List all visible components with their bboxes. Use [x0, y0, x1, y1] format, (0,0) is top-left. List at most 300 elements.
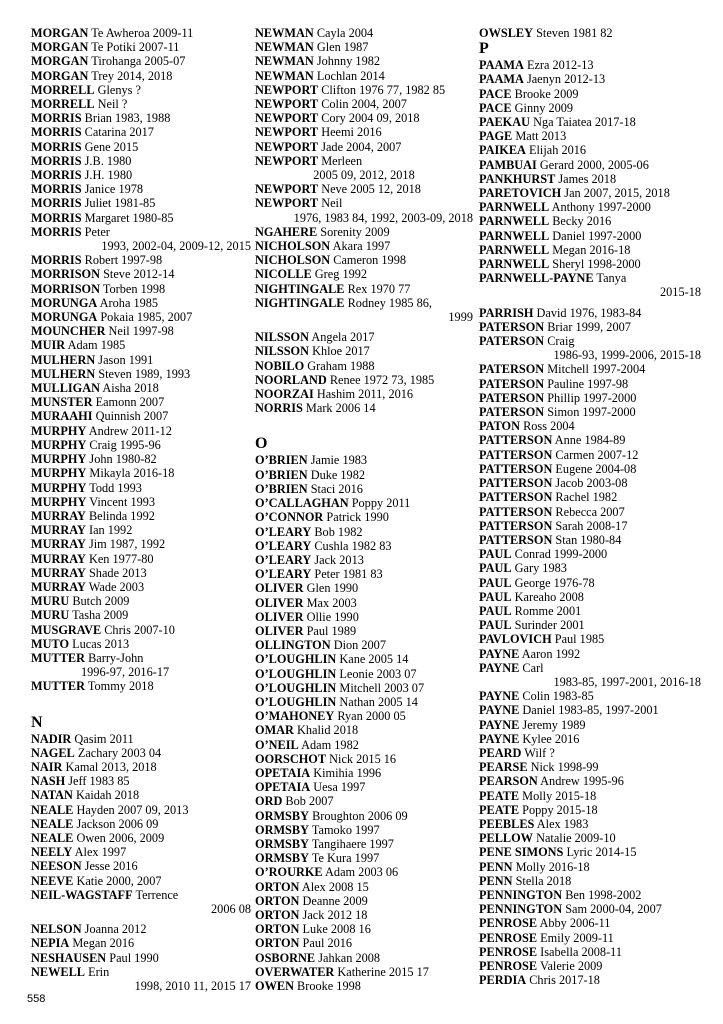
- entry-given-name-years: Katherine 2015 17: [337, 964, 429, 979]
- entry-surname: PANKHURST: [479, 171, 556, 186]
- entry-surname: PATERSON: [479, 319, 545, 334]
- entry-surname: PEARSON: [479, 774, 538, 789]
- entry-years-continuation: 2015-18: [660, 285, 701, 300]
- entry-given-name-years: J.B. 1980: [84, 153, 132, 168]
- entry-surname: PATTERSON: [479, 518, 553, 533]
- entry-given-name-years: Butch 2009: [72, 594, 130, 609]
- entry-given-name-years: Bob 2007: [285, 794, 334, 809]
- index-entry: [479, 229, 701, 243]
- entry-given-name-years: Simon 1997-2000: [547, 405, 636, 420]
- spacer: [255, 415, 473, 435]
- entry-surname: PAEKAU: [479, 115, 531, 130]
- index-entry: [479, 58, 701, 72]
- entry-surname: NEWPORT: [255, 111, 319, 126]
- index-entry: [31, 537, 251, 551]
- index-entry: [255, 723, 473, 737]
- entry-surname: MURPHY: [31, 437, 87, 452]
- entry-given-name-years: Uesa 1997: [313, 780, 366, 795]
- entry-given-name-years: Colin 2004, 2007: [321, 97, 407, 112]
- entry-given-name-years: Neil: [321, 196, 343, 211]
- entry-surname: PEARD: [479, 745, 522, 760]
- entry-given-name-years: Kaidah 2018: [75, 788, 140, 803]
- entry-surname: PAVLOVICH: [479, 632, 552, 647]
- index-entry: [479, 129, 701, 143]
- index-entry: [31, 154, 251, 168]
- entry-surname: MORGAN: [31, 26, 89, 40]
- entry-given-name-years: Glen 1987: [316, 40, 369, 55]
- entry-surname: PARNWELL: [479, 228, 550, 243]
- entry-given-name-years: Adam 2003 06: [325, 865, 399, 880]
- entry-surname: PAUL: [479, 589, 512, 604]
- entry-surname: NGAHERE: [255, 224, 318, 239]
- entry-surname: PAUL: [479, 603, 512, 618]
- entry-given-name-years: Greg 1992: [314, 267, 368, 282]
- entry-given-name-years: Craig 1995-96: [89, 437, 161, 452]
- index-entry: [31, 732, 251, 746]
- entry-surname: MORGAN: [31, 68, 89, 83]
- entry-surname: O’LOUGHLIN: [255, 680, 337, 695]
- entry-years-continuation: 2006 08: [211, 901, 251, 916]
- index-entry: [255, 922, 473, 936]
- index-entry: [479, 874, 701, 888]
- entry-given-name-years: Cayla 2004: [316, 26, 374, 40]
- index-entry: [31, 495, 251, 509]
- index-entry: [31, 803, 251, 817]
- entry-surname: ORMSBY: [255, 851, 309, 866]
- entry-surname: PENN: [479, 859, 513, 874]
- entry-given-name-years: George 1976-78: [514, 575, 595, 590]
- index-entry: [255, 553, 473, 567]
- entry-surname: NEWPORT: [255, 82, 319, 97]
- entry-given-name-years: Kimihia 1996: [313, 765, 382, 780]
- entry-given-name-years: Renee 1972 73, 1985: [329, 372, 435, 387]
- entry-surname: PENROSE: [479, 916, 538, 931]
- entry-given-name-years: Brian 1983, 1988: [84, 111, 171, 126]
- entry-surname: MORRIS: [31, 224, 82, 239]
- index-entry: [255, 26, 473, 40]
- entry-given-name-years: Juliet 1981-85: [84, 196, 156, 211]
- entry-surname: MORUNGA: [31, 310, 98, 325]
- entry-surname: PAYNE: [479, 646, 520, 661]
- index-entry: [31, 296, 251, 310]
- index-entry: [479, 101, 701, 115]
- entry-given-name-years: Jaenyn 2012-13: [526, 72, 606, 87]
- entry-surname: MULHERN: [31, 366, 96, 381]
- entry-surname: O’LEARY: [255, 552, 312, 567]
- entry-surname: PAUL: [479, 575, 512, 590]
- entry-surname: NILSSON: [255, 344, 309, 359]
- entry-given-name-years: Briar 1999, 2007: [547, 319, 631, 334]
- index-entry: [255, 979, 473, 993]
- entry-given-name-years: Brooke 1998: [297, 979, 361, 993]
- index-entry: [479, 916, 701, 930]
- index-entry: [255, 387, 473, 401]
- entry-given-name-years: Brooke 2009: [514, 86, 579, 101]
- entry-given-name-years: Tasha 2009: [72, 608, 129, 623]
- index-entry: [255, 809, 473, 823]
- index-entry: [255, 752, 473, 766]
- index-entry: [31, 395, 251, 409]
- entry-surname: O’BRIEN: [255, 453, 308, 468]
- entry-given-name-years: Kamal 2013, 2018: [65, 759, 157, 774]
- entry-given-name-years: Glenys ?: [97, 82, 141, 97]
- entry-surname: NEIL-WAGSTAFF: [31, 887, 133, 902]
- index-entry: [255, 453, 473, 467]
- entry-given-name-years: Jack 2013: [314, 552, 364, 567]
- index-entry: [31, 438, 251, 452]
- entry-surname: PENNINGTON: [479, 902, 563, 917]
- entry-surname: NEWPORT: [255, 139, 319, 154]
- entry-given-name-years: Khloe 2017: [312, 344, 370, 359]
- entry-given-name-years: Pauline 1997-98: [547, 376, 629, 391]
- index-entry: [255, 865, 473, 879]
- entry-given-name-years: Abby 2006-11: [539, 916, 611, 931]
- entry-surname: MUIR: [31, 338, 66, 353]
- entry-given-name-years: Neil ?: [97, 97, 128, 112]
- entry-given-name-years: Andrew 2011-12: [88, 423, 172, 438]
- entry-given-name-years: Poppy 2015-18: [522, 802, 598, 817]
- index-entry: [31, 111, 251, 125]
- entry-surname: MUSGRAVE: [31, 622, 102, 637]
- entry-years-continuation: 2005 09, 2012, 2018: [313, 168, 415, 183]
- entry-surname: MORUNGA: [31, 295, 98, 310]
- entry-surname: PARNWELL: [479, 214, 550, 229]
- entry-surname: NEELY: [31, 845, 73, 860]
- entry-given-name-years: Peter: [84, 224, 110, 239]
- entry-surname: OLIVER: [255, 581, 304, 596]
- index-entry: [479, 476, 701, 490]
- entry-given-name-years: Romme 2001: [514, 603, 582, 618]
- index-entry: [479, 334, 701, 362]
- index-entry: [479, 661, 701, 689]
- index-entry: [255, 296, 473, 324]
- entry-surname: NILSSON: [255, 330, 309, 345]
- entry-surname: NEWMAN: [255, 68, 314, 83]
- entry-surname: OWSLEY: [479, 26, 533, 40]
- entry-surname: NEEVE: [31, 873, 74, 888]
- entry-given-name-years: Craig: [547, 334, 575, 349]
- index-entry: [31, 608, 251, 622]
- entry-given-name-years: Ben 1998-2002: [565, 887, 642, 902]
- entry-surname: MORRIS: [31, 125, 82, 140]
- index-entry: [479, 845, 701, 859]
- entry-given-name-years: Paul 1990: [109, 950, 159, 965]
- entry-given-name-years: Katie 2000, 2007: [76, 873, 162, 888]
- entry-surname: ORMSBY: [255, 836, 309, 851]
- index-column-2: [255, 26, 473, 993]
- entry-surname: PACE: [479, 86, 512, 101]
- entry-surname: ORTON: [255, 879, 300, 894]
- index-entry: [31, 594, 251, 608]
- index-entry: [31, 26, 251, 40]
- index-entry: [255, 951, 473, 965]
- entry-given-name-years: Alex 1997: [74, 845, 127, 860]
- index-entry: [479, 789, 701, 803]
- entry-surname: NEWPORT: [255, 125, 319, 140]
- entry-given-name-years: Duke 1982: [310, 467, 366, 482]
- index-entry: [479, 576, 701, 590]
- entry-given-name-years: Tamoko 1997: [311, 822, 380, 837]
- entry-surname: NEWMAN: [255, 26, 314, 40]
- index-entry: [255, 267, 473, 281]
- entry-surname: MULHERN: [31, 352, 96, 367]
- entry-given-name-years: Mitchell 1997-2004: [547, 362, 646, 377]
- entry-surname: NASH: [31, 774, 66, 789]
- entry-given-name-years: Ross 2004: [523, 419, 575, 434]
- index-entry: [255, 282, 473, 296]
- entry-given-name-years: Alex 1983: [536, 816, 589, 831]
- entry-surname: PARETOVICH: [479, 186, 562, 201]
- entry-surname: PATTERSON: [479, 532, 553, 547]
- index-entry: [255, 780, 473, 794]
- index-entry: [31, 679, 251, 693]
- entry-surname: OSBORNE: [255, 950, 316, 965]
- entry-given-name-years: Eamonn 2007: [95, 395, 165, 410]
- index-entry: [31, 566, 251, 580]
- entry-given-name-years: Gerard 2000, 2005-06: [539, 157, 649, 172]
- entry-given-name-years: J.H. 1980: [84, 168, 133, 183]
- entry-given-name-years: Bob 1982: [314, 524, 363, 539]
- entry-surname: MURRAY: [31, 551, 86, 566]
- index-entry: [479, 959, 701, 973]
- entry-surname: PEATE: [479, 788, 520, 803]
- index-entry: [255, 196, 473, 224]
- entry-given-name-years: Qasim 2011: [74, 731, 134, 746]
- index-entry: [255, 539, 473, 553]
- entry-given-name-years: Neve 2005 12, 2018: [321, 182, 421, 197]
- entry-surname: ORD: [255, 794, 283, 809]
- index-entry: [255, 596, 473, 610]
- entry-given-name-years: Heemi 2016: [321, 125, 382, 140]
- entry-surname: ORTON: [255, 922, 300, 937]
- entry-surname: O’LOUGHLIN: [255, 666, 337, 681]
- entry-surname: PAUL: [479, 561, 512, 576]
- index-entry: [31, 324, 251, 338]
- entry-given-name-years: Valerie 2009: [539, 959, 603, 973]
- index-entry: [479, 186, 701, 200]
- entry-surname: PAAMA: [479, 58, 524, 73]
- entry-surname: NADIR: [31, 731, 72, 746]
- entry-given-name-years: Molly 2016-18: [515, 859, 590, 874]
- index-entry: [479, 362, 701, 376]
- entry-given-name-years: Sorenity 2009: [320, 224, 390, 239]
- index-entry: [255, 880, 473, 894]
- entry-surname: MURRAY: [31, 523, 86, 538]
- entry-given-name-years: Kareaho 2008: [514, 589, 584, 604]
- entry-surname: MORRIS: [31, 253, 82, 268]
- entry-given-name-years: Jeff 1983 85: [68, 774, 130, 789]
- entry-surname: O’BRIEN: [255, 481, 308, 496]
- index-entry: [31, 196, 251, 210]
- section-letter-heading: N: [31, 713, 43, 731]
- entry-given-name-years: Jesse 2016: [84, 859, 138, 874]
- index-column-1: [31, 26, 251, 993]
- entry-surname: ORTON: [255, 893, 300, 908]
- index-entry: [31, 481, 251, 495]
- entry-given-name-years: Leonie 2003 07: [339, 666, 417, 681]
- index-entry: [479, 490, 701, 504]
- entry-surname: MUNSTER: [31, 395, 93, 410]
- entry-surname: MURPHY: [31, 466, 87, 481]
- entry-given-name-years: Anthony 1997-2000: [551, 200, 651, 215]
- entry-given-name-years: Carmen 2007-12: [555, 447, 639, 462]
- index-entry: [479, 505, 701, 519]
- entry-surname: PATTERSON: [479, 504, 553, 519]
- index-entry: [255, 182, 473, 196]
- entry-given-name-years: Tirohanga 2005-07: [91, 54, 186, 69]
- entry-given-name-years: Jacob 2003-08: [555, 476, 628, 491]
- entry-given-name-years: Vincent 1993: [89, 494, 156, 509]
- entry-given-name-years: Khalid 2018: [297, 723, 359, 738]
- entry-surname: PENNINGTON: [479, 887, 563, 902]
- entry-given-name-years: Pokaia 1985, 2007: [100, 310, 193, 325]
- index-entry: [479, 243, 701, 257]
- entry-surname: NEALE: [31, 816, 74, 831]
- entry-given-name-years: Joanna 2012: [84, 922, 147, 937]
- index-entry: [479, 746, 701, 760]
- index-entry: [255, 567, 473, 581]
- entry-years-continuation: 1976, 1983 84, 1992, 2003-09, 2018: [293, 210, 473, 225]
- entry-given-name-years: Kylee 2016: [522, 731, 580, 746]
- index-entry: [479, 257, 701, 271]
- entry-surname: MORRIS: [31, 182, 82, 197]
- entry-given-name-years: Tangihaere 1997: [311, 836, 394, 851]
- entry-surname: PAIKEA: [479, 143, 526, 158]
- index-entry: [479, 271, 701, 299]
- entry-surname: MORRIS: [31, 168, 82, 183]
- entry-given-name-years: Paul 1985: [554, 632, 605, 647]
- page-number: 558: [27, 993, 46, 1005]
- entry-surname: NAGEL: [31, 745, 75, 760]
- entry-surname: OVERWATER: [255, 964, 335, 979]
- entry-given-name-years: Staci 2016: [310, 481, 363, 496]
- index-entry: [31, 253, 251, 267]
- index-entry: [479, 774, 701, 788]
- index-entry: [255, 140, 473, 154]
- entry-years-continuation: 1996-97, 2016-17: [81, 665, 170, 680]
- entry-surname: OPETAIA: [255, 780, 311, 795]
- entry-surname: NIGHTINGALE: [255, 281, 345, 296]
- entry-given-name-years: Tanya: [596, 271, 627, 286]
- entry-given-name-years: Surinder 2001: [514, 618, 585, 633]
- entry-given-name-years: Terrence: [135, 887, 179, 902]
- entry-given-name-years: Eugene 2004-08: [555, 461, 637, 476]
- entry-given-name-years: Steven 1981 82: [536, 26, 613, 40]
- entry-surname: OLLINGTON: [255, 638, 331, 653]
- entry-surname: MORRELL: [31, 97, 95, 112]
- index-entry: [479, 377, 701, 391]
- entry-given-name-years: Robert 1997-98: [84, 253, 163, 268]
- entry-surname: NEWPORT: [255, 97, 319, 112]
- entry-given-name-years: Megan 2016-18: [552, 242, 631, 257]
- entry-given-name-years: Luke 2008 16: [302, 922, 371, 937]
- entry-given-name-years: Dion 2007: [333, 638, 386, 653]
- index-entry: [255, 681, 473, 695]
- entry-surname: OLIVER: [255, 609, 304, 624]
- index-entry: [479, 604, 701, 618]
- index-entry: [255, 401, 473, 415]
- entry-surname: NIGHTINGALE: [255, 295, 345, 310]
- index-entry: [31, 817, 251, 831]
- section-letter-heading: O: [255, 435, 268, 453]
- entry-given-name-years: Natalie 2009-10: [536, 831, 616, 846]
- entry-surname: PACE: [479, 100, 512, 115]
- index-entry: [255, 54, 473, 68]
- entry-given-name-years: Sam 2000-04, 2007: [565, 902, 662, 917]
- index-entry: [31, 859, 251, 873]
- entry-surname: PAUL: [479, 618, 512, 633]
- index-entry: [31, 310, 251, 324]
- entry-given-name-years: Ginny 2009: [514, 100, 574, 115]
- entry-surname: PENE SIMONS: [479, 845, 564, 860]
- index-entry: [479, 973, 701, 987]
- entry-given-name-years: Stella 2018: [515, 873, 572, 888]
- index-entry: [255, 525, 473, 539]
- index-entry: [479, 533, 701, 547]
- entry-given-name-years: Jackson 2006 09: [76, 816, 159, 831]
- entry-given-name-years: Jeremy 1989: [522, 717, 586, 732]
- index-entry: [255, 510, 473, 524]
- entry-given-name-years: Chris 2017-18: [529, 973, 600, 988]
- entry-given-name-years: Jamie 1983: [310, 453, 368, 468]
- entry-given-name-years: Rebecca 2007: [555, 504, 625, 519]
- entry-given-name-years: David 1976, 1983-84: [536, 305, 642, 320]
- entry-surname: PARRISH: [479, 305, 534, 320]
- entry-given-name-years: Cameron 1998: [333, 253, 406, 268]
- entry-surname: NEALE: [31, 830, 74, 845]
- index-entry: [479, 860, 701, 874]
- entry-given-name-years: Merleen: [321, 153, 363, 168]
- entry-given-name-years: Catarina 2017: [84, 125, 154, 140]
- index-entry: [255, 225, 473, 239]
- entry-surname: MURPHY: [31, 423, 87, 438]
- index-entry: [255, 69, 473, 83]
- entry-surname: PAUL: [479, 547, 512, 562]
- entry-surname: PERDIA: [479, 973, 527, 988]
- entry-given-name-years: Jim 1987, 1992: [88, 537, 166, 552]
- entry-surname: PATTERSON: [479, 490, 553, 505]
- entry-surname: O’NEIL: [255, 737, 299, 752]
- index-entry: [479, 433, 701, 447]
- entry-given-name-years: John 1980-82: [89, 452, 157, 467]
- entry-given-name-years: Hashim 2011, 2016: [316, 387, 414, 402]
- entry-surname: PATTERSON: [479, 461, 553, 476]
- index-entry: [479, 803, 701, 817]
- index-entry: [255, 766, 473, 780]
- entry-surname: O’LOUGHLIN: [255, 652, 337, 667]
- index-entry: [255, 125, 473, 139]
- entry-given-name-years: Ryan 2000 05: [337, 709, 406, 724]
- index-entry: [255, 908, 473, 922]
- entry-given-name-years: Belinda 1992: [88, 508, 155, 523]
- entry-surname: MURAAHI: [31, 409, 93, 424]
- entry-given-name-years: Jack 2012 18: [302, 907, 368, 922]
- entry-surname: PEEBLES: [479, 816, 535, 831]
- index-entry: [31, 211, 251, 225]
- entry-given-name-years: Aroha 1985: [99, 295, 159, 310]
- entry-given-name-years: Emily 2009-11: [540, 930, 614, 945]
- entry-given-name-years: Mikayla 2016-18: [89, 466, 175, 481]
- index-entry: [479, 902, 701, 916]
- entry-surname: NOORZAI: [255, 387, 314, 402]
- entry-given-name-years: Angela 2017: [311, 330, 375, 345]
- entry-given-name-years: Neil 1997-98: [108, 324, 174, 339]
- index-entry: [31, 552, 251, 566]
- index-entry: [479, 831, 701, 845]
- entry-given-name-years: Becky 2016: [552, 214, 612, 229]
- entry-surname: NICHOLSON: [255, 239, 331, 254]
- entry-surname: PATERSON: [479, 334, 545, 349]
